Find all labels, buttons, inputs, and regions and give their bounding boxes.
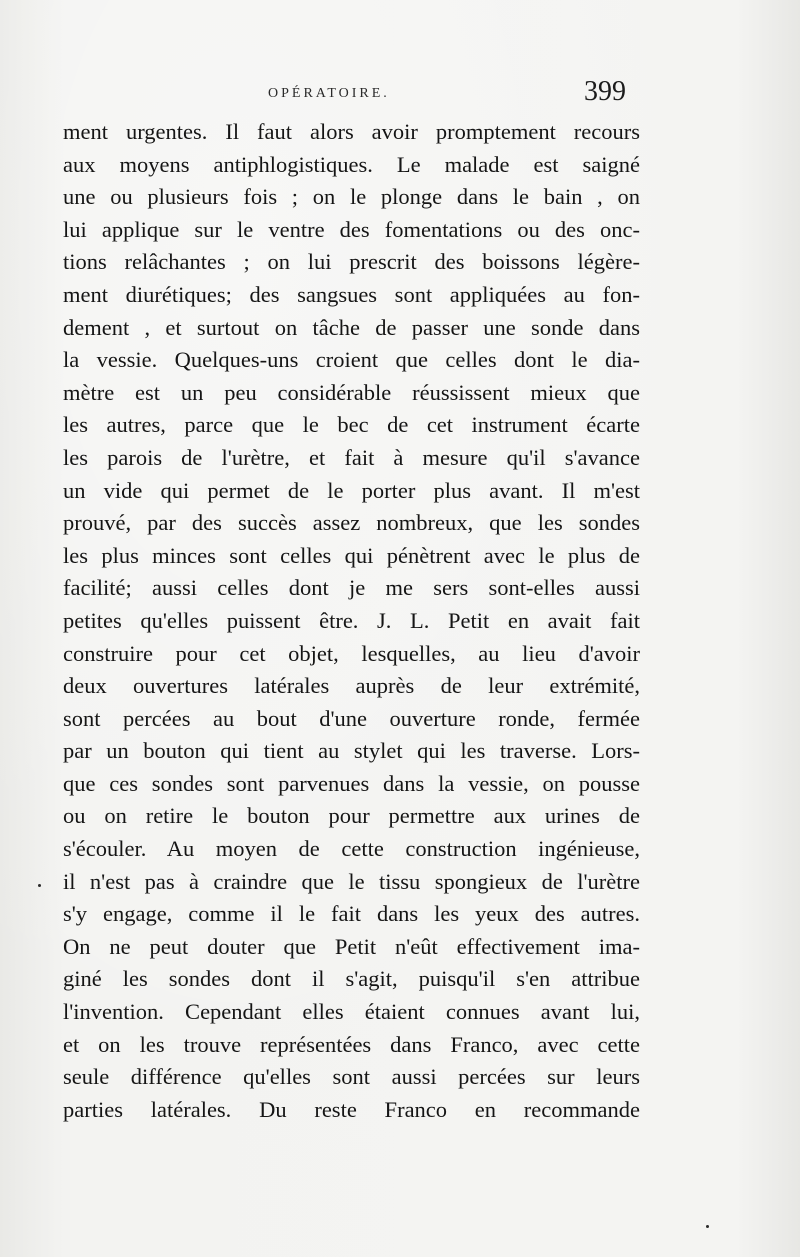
- ink-speck: [706, 1225, 709, 1228]
- text-line: prouvé, par des succès assez nombreux, que les sondes: [63, 510, 640, 536]
- text-line: que ces sondes sont parvenues dans la vessie, on pousse: [63, 770, 640, 796]
- text-line: une ou plusieurs fois ; on le plonge dans le bain , on: [63, 184, 640, 210]
- page-number: 399: [584, 76, 626, 107]
- text-line: facilité; aussi celles dont je me sers sont-elles aussi: [63, 575, 640, 601]
- text-line: les parois de l'urètre, et fait à mesure qu'il s'avance: [63, 444, 640, 470]
- text-line: par un bouton qui tient au stylet qui les traverse. Lors-: [63, 738, 640, 764]
- text-line: la vessie. Quelques-uns croient que celles dont le dia-: [63, 347, 640, 373]
- text-line: On ne peut douter que Petit n'eût effectivement ima-: [63, 933, 640, 959]
- text-line: seule différence qu'elles sont aussi percées sur leurs: [63, 1064, 640, 1090]
- text-line: aux moyens antiphlogistiques. Le malade est saigné: [63, 151, 640, 177]
- text-line: lui applique sur le ventre des fomentations ou des onc-: [63, 216, 640, 242]
- running-title: OPÉRATOIRE.: [268, 86, 390, 101]
- text-line: construire pour cet objet, lesquelles, au lieu d'avoir: [63, 640, 640, 666]
- text-line: deux ouvertures latérales auprès de leur extrémité,: [63, 673, 640, 699]
- ink-speck: [38, 884, 41, 887]
- text-line: les autres, parce que le bec de cet instrument écarte: [63, 412, 640, 438]
- text-line: sont percées au bout d'une ouverture ronde, fermée: [63, 705, 640, 731]
- text-line: mètre est un peu considérable réussissent mieux que: [63, 379, 640, 405]
- text-line: s'écouler. Au moyen de cette construction ingénieuse,: [63, 836, 640, 862]
- text-line: s'y engage, comme il le fait dans les yeux des autres.: [63, 901, 640, 927]
- text-line: petites qu'elles puissent être. J. L. Petit en avait fait: [63, 607, 640, 633]
- text-line: tions relâchantes ; on lui prescrit des boissons légère-: [63, 249, 640, 275]
- text-line: l'invention. Cependant elles étaient connues avant lui,: [63, 999, 640, 1025]
- text-line: et on les trouve représentées dans Franco, avec cette: [63, 1031, 640, 1057]
- text-line: ment diurétiques; des sangsues sont appliquées au fon-: [63, 281, 640, 307]
- text-line: un vide qui permet de le porter plus avant. Il m'est: [63, 477, 640, 503]
- text-line: parties latérales. Du reste Franco en recommande: [63, 1096, 640, 1122]
- body-text: [63, 116, 640, 1126]
- text-line: les plus minces sont celles qui pénètrent avec le plus de: [63, 542, 640, 568]
- text-line: giné les sondes dont il s'agit, puisqu'il s'en attribue: [63, 966, 640, 992]
- text-line: ment urgentes. Il faut alors avoir promptement recours: [63, 119, 640, 144]
- text-line: il n'est pas à craindre que le tissu spongieux de l'urètre: [63, 868, 640, 894]
- text-line: dement , et surtout on tâche de passer une sonde dans: [63, 314, 640, 340]
- text-line: ou on retire le bouton pour permettre aux urines de: [63, 803, 640, 829]
